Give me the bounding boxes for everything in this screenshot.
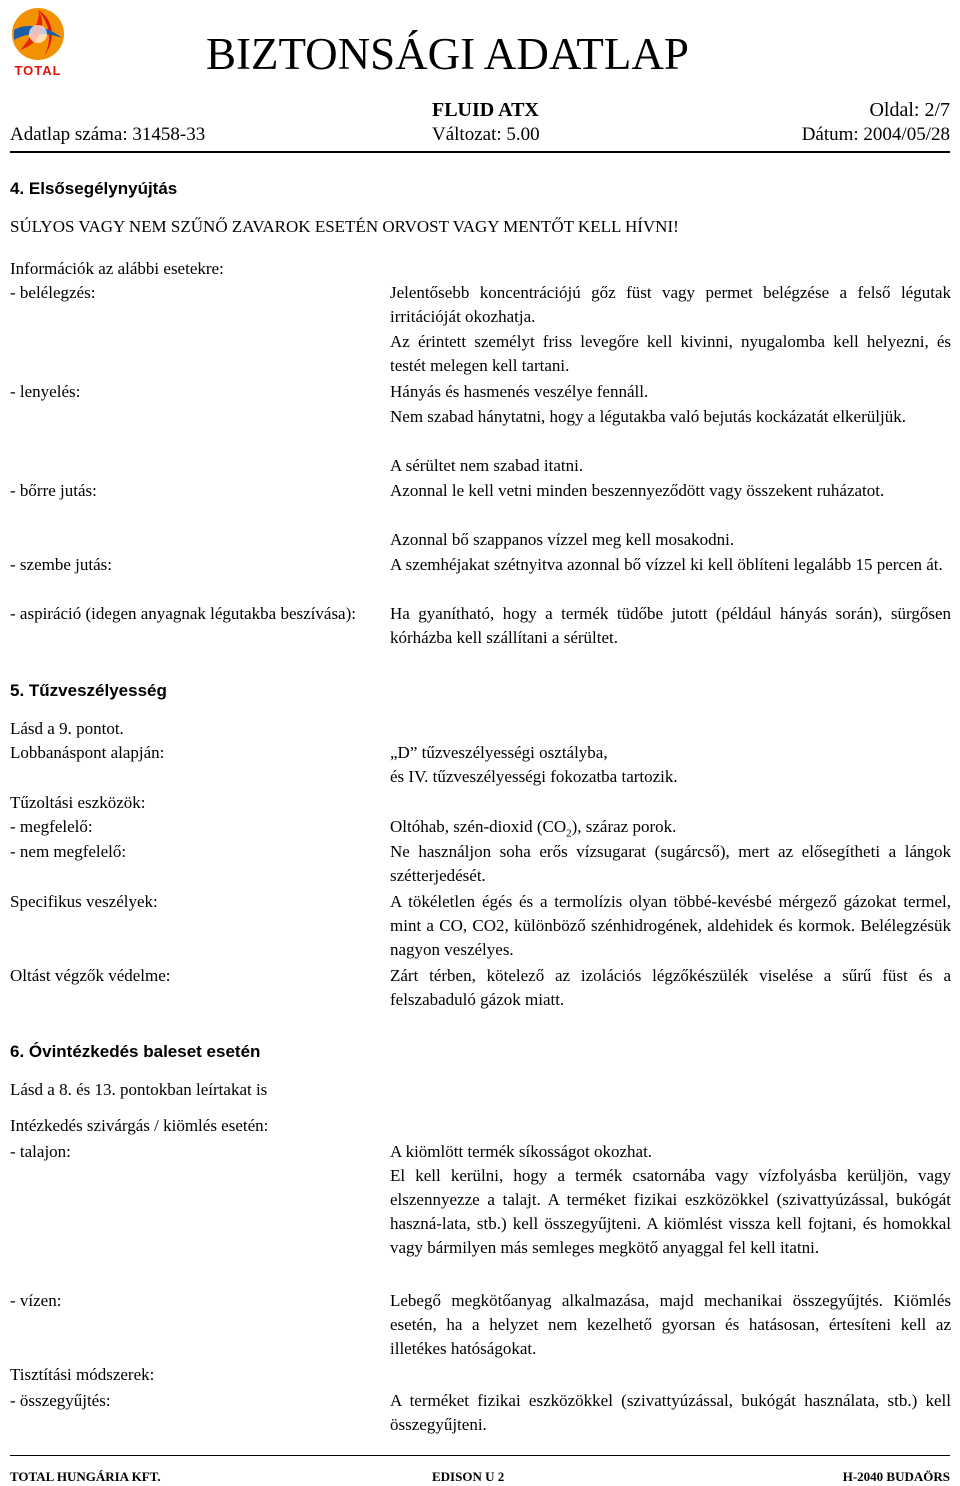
spill-measures-label: Intézkedés szivárgás / kiömlés esetén: [10, 1116, 269, 1135]
specific-hazards-value: A tökéletlen égés és a termolízis olyan többé-kevésbé mérgező gázokat termel, mint a CO, CO2, különböző szénhidrogének, aldehidek és kormok. Belélegzésük nagyon veszélyes. [390, 892, 951, 959]
footer-divider [10, 1455, 950, 1456]
extinguishing-label: Tűzoltási eszközök: [10, 793, 146, 812]
inhalation-value: Jelentősebb koncentrációjú gőz füst vagy permet belégzése a felső légutak irritációját okozhatja. [390, 283, 951, 326]
flash-point-class: „D” tűzveszélyességi osztályba, [390, 743, 608, 762]
sheet-number: Adatlap száma: 31458-33 [10, 124, 206, 145]
inhalation-label: - belélegzés: [10, 283, 96, 302]
eye-value: A szemhéjakat szétnyitva azonnal bő vízzel ki kell öblíteni legalább 15 percen át. [390, 555, 943, 574]
water-value: Lebegő megkötőanyag alkalmazása, majd mechanikai összegyűjtés. Kiömlés esetén, ha a helyzet nem kezelhető gyorsan és hatásosan, értesíteni kell az illetékes hatóságokat. [390, 1291, 951, 1358]
footer-address: EDISON U 2 [432, 1469, 505, 1484]
section-4-title: 4. Elsősegélynyújtás [10, 179, 178, 198]
unsuitable-value: Ne használjon soha erős vízsugarat (sugárcső), mert az elősegítheti a lángok szétterjedését. [390, 842, 951, 885]
soil-value-2: El kell kerülni, hogy a termék csatornába vagy vízfolyásba kerüljön, vagy elszennyezze a talajt. A terméket fizikai eszközökkel (szivattyúzással, bukógát haszná-lata, stb.) kell összegyűjteni. A kiömlést vissza kell fojtani, és homokkal vagy bármilyen más semleges megkötő anyaggal fel kell itatni. [390, 1166, 951, 1257]
aspiration-label: - aspiráció (idegen anyagnak légutakba beszívása): [10, 604, 356, 623]
specific-hazards-label: Specifikus veszélyek: [10, 892, 158, 911]
eye-label: - szembe jutás: [10, 555, 112, 574]
total-logo [8, 4, 68, 78]
footer-company: TOTAL HUNGÁRIA KFT. [10, 1469, 161, 1484]
ingestion-label: - lenyelés: [10, 382, 81, 401]
skin-value: Azonnal le kell vetni minden beszennyeződött vagy összekent ruházatot. [390, 481, 885, 500]
ingestion-action: Nem szabad hánytatni, hogy a légutakba való bejutás kockázatát elkerüljük. [390, 407, 906, 426]
collection-value: A terméket fizikai eszközökkel (szivattyúzással, bukógát használata, stb.) kell összegyűjteni. [390, 1391, 951, 1434]
unsuitable-label: - nem megfelelő: [10, 842, 127, 861]
water-label: - vízen: [10, 1291, 62, 1310]
suitable-value: Oltóhab, szén-dioxid $(CO_2)$, száraz porok. [390, 817, 677, 840]
inhalation-action: Az érintett személyt friss levegőre kell kivinni, nyugalomba kell helyezni, és testét melegen kell tartani. [390, 332, 951, 375]
fire-see-reference: Lásd a 9. pontot. [10, 719, 124, 738]
cleaning-methods-label: Tisztítási módszerek: [10, 1365, 155, 1384]
collection-label: - összegyűjtés: [10, 1391, 111, 1410]
ingestion-note: A sérültet nem szabad itatni. [390, 456, 584, 475]
skin-action: Azonnal bő szappanos vízzel meg kell mosakodni. [390, 530, 735, 549]
date: Dátum: 2004/05/28 [801, 124, 950, 145]
header-divider [10, 151, 950, 153]
first-aid-warning: SÚLYOS VAGY NEM SZŰNŐ ZAVAROK ESETÉN ORVOST VAGY MENTŐT KELL HÍVNI! [10, 217, 679, 236]
page-number: Oldal: 2/7 [869, 99, 950, 121]
section-6-title: 6. Óvintézkedés baleset esetén [10, 1042, 261, 1061]
skin-label: - bőrre jutás: [10, 481, 97, 500]
accident-see-reference: Lásd a 8. és 13. pontokban leírtakat is [10, 1080, 268, 1099]
aspiration-value: Ha gyanítható, hogy a termék tüdőbe jutott (például hányás során), sürgősen kórházba kell szállítani a sérültet. [390, 604, 951, 647]
product-name: FLUID ATX [432, 99, 539, 121]
ingestion-value: Hányás és hasmenés veszélye fennáll. [390, 382, 649, 401]
firefighter-protection-value: Zárt térben, kötelező az izolációs légzőkészülék viselése a sűrű füst és a felszabaduló gázok miatt. [390, 966, 951, 1009]
footer-city: H-2040 BUDAÖRS [842, 1469, 950, 1484]
flash-point-grade: és IV. tűzveszélyességi fokozatba tartozik. [390, 767, 678, 786]
flash-point-label: Lobbanáspont alapján: [10, 743, 165, 762]
soil-value-1: A kiömlött termék síkosságot okozhat. [390, 1142, 653, 1161]
first-aid-intro: Információk az alábbi esetekre: [10, 259, 224, 278]
suitable-label: - megfelelő: [10, 817, 93, 836]
version: Változat: 5.00 [432, 124, 540, 145]
soil-label: - talajon: [10, 1142, 71, 1161]
document-title: BIZTONSÁGI ADATLAP [206, 29, 689, 79]
firefighter-protection-label: Oltást végzők védelme: [10, 966, 171, 985]
brand-wordmark: TOTAL [14, 63, 62, 78]
section-5-title: 5. Tűzveszélyesség [10, 681, 167, 700]
